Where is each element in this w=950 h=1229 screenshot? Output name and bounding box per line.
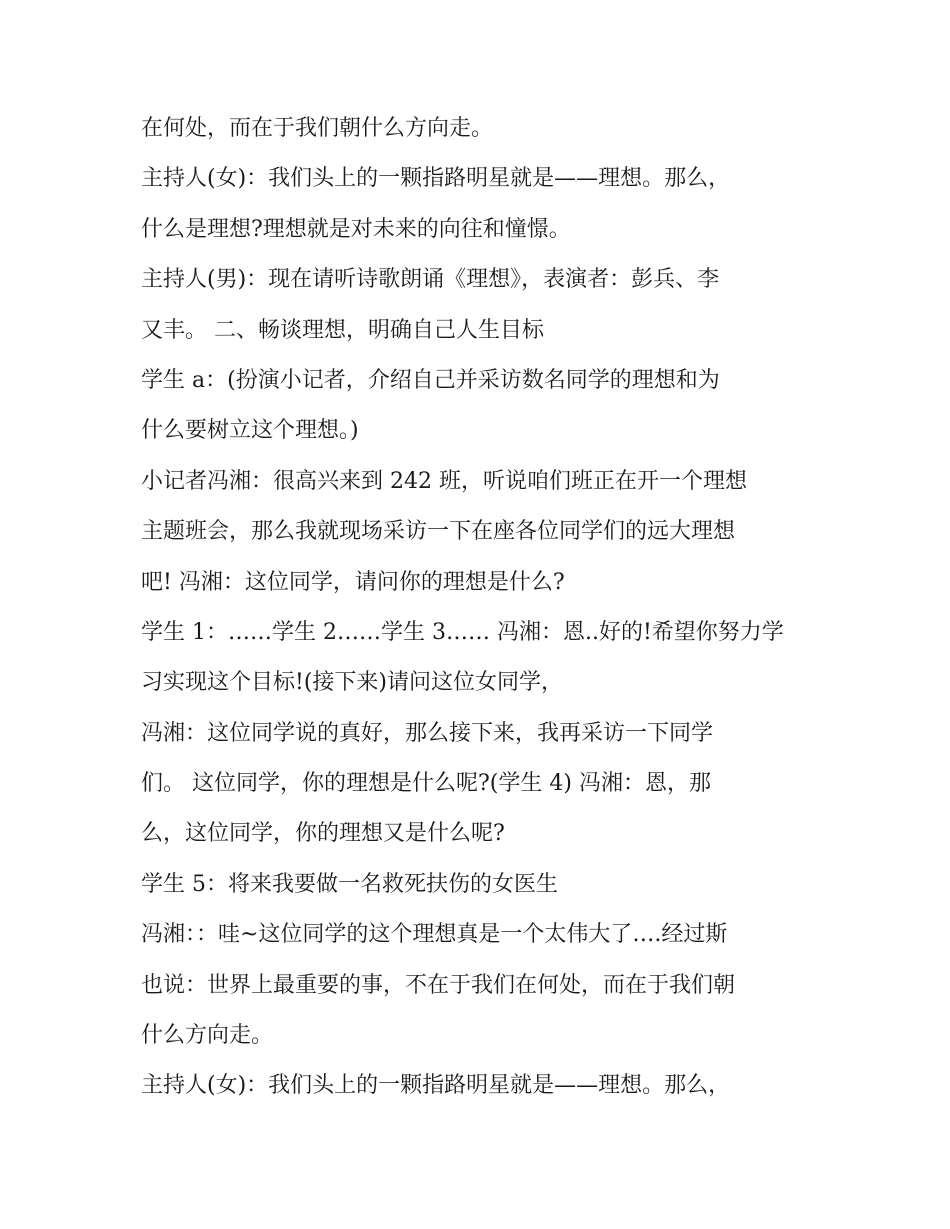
text-line: 冯湘：：哇~这位同学的这个理想真是一个太伟大了….经过斯 bbox=[141, 922, 728, 948]
text-line: 主持人(女)：我们头上的一颗指路明星就是——理想。那么， bbox=[141, 1073, 731, 1099]
text-line: 学生 1：……学生 2……学生 3…… 冯湘：恩..好的!希望你努力学 bbox=[141, 619, 784, 645]
document-body bbox=[141, 110, 831, 1118]
text-line: 什么要树立这个理想。) bbox=[141, 418, 359, 444]
text-line: 冯湘：这位同学说的真好，那么接下来，我再采访一下同学 bbox=[141, 720, 714, 746]
text-line: 习实现这个目标!(接下来)请问这位女同学， bbox=[141, 670, 564, 696]
text-line: 么，这位同学，你的理想又是什么呢? bbox=[141, 821, 505, 847]
text-line: 学生 5：将来我要做一名救死扶伤的女医生 bbox=[141, 871, 558, 897]
text-line: 主题班会，那么我就现场采访一下在座各位同学们的远大理想 bbox=[141, 519, 736, 545]
text-line: 主持人(男)：现在请听诗歌朗诵《理想》，表演者：彭兵、李 bbox=[141, 267, 720, 293]
text-line: 在何处，而在于我们朝什么方向走。 bbox=[141, 116, 494, 141]
text-line: 又丰。 二、畅谈理想，明确自己人生目标 bbox=[141, 317, 544, 343]
text-line: 吧! 冯湘：这位同学，请问你的理想是什么? bbox=[141, 569, 565, 595]
text-line: 主持人(女)：我们头上的一颗指路明星就是——理想。那么， bbox=[141, 166, 731, 192]
text-line: 学生 a：(扮演小记者，介绍自己并采访数名同学的理想和为 bbox=[141, 367, 720, 393]
text-line: 小记者冯湘：很高兴来到 242 班，听说咱们班正在开一个理想 bbox=[141, 468, 747, 494]
text-line: 们。 这位同学，你的理想是什么呢?(学生 4) 冯湘：恩，那 bbox=[141, 771, 711, 797]
text-line: 什么方向走。 bbox=[141, 1023, 274, 1049]
text-line: 什么是理想?理想就是对未来的向往和憧憬。 bbox=[141, 216, 571, 242]
text-line: 也说：世界上最重要的事，不在于我们在何处，而在于我们朝 bbox=[141, 972, 736, 998]
